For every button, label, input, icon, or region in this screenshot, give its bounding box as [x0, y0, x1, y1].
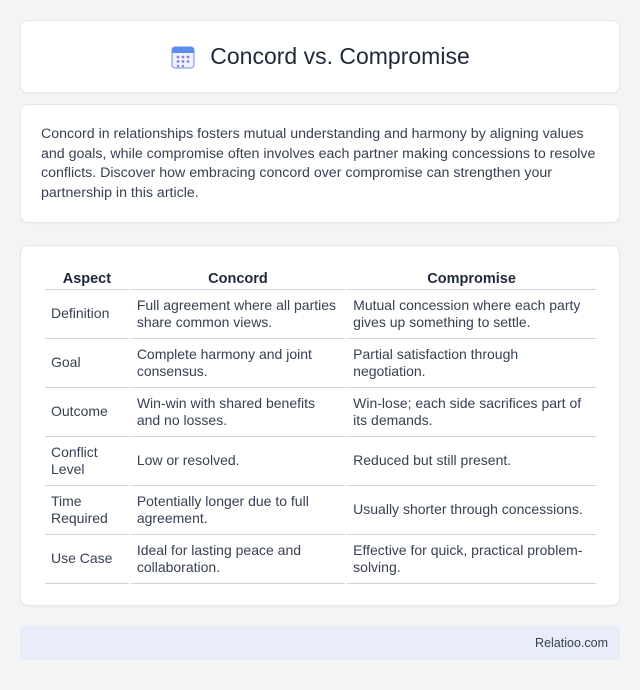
cell-aspect: Goal: [45, 339, 129, 388]
cell-aspect: Time Required: [45, 486, 129, 535]
cell-aspect: Outcome: [45, 388, 129, 437]
page-title: Concord vs. Compromise: [210, 43, 470, 69]
cell-aspect: Conflict Level: [45, 437, 129, 486]
cell-concord: Full agreement where all parties share common views.: [131, 290, 345, 339]
cell-compromise: Effective for quick, practical problem-solving.: [347, 535, 596, 584]
cell-aspect: Definition: [45, 290, 129, 339]
cell-compromise: Partial satisfaction through negotiation.: [347, 339, 596, 388]
cell-compromise: Usually shorter through concessions.: [347, 486, 596, 535]
cell-concord: Ideal for lasting peace and collaboration.: [131, 535, 345, 584]
header-compromise: Compromise: [347, 266, 596, 290]
cell-concord: Complete harmony and joint consensus.: [131, 339, 345, 388]
table-header-row: [45, 266, 596, 290]
table-row: [45, 535, 596, 584]
cell-compromise: Reduced but still present.: [347, 437, 596, 486]
intro-text: Concord in relationships fosters mutual understanding and harmony by aligning values and goals, while compromise often involves each partner making concessions to resolve conflicts. Discover how embracing concord over compromise can strengthen your partnership in this article.: [41, 126, 596, 201]
cell-concord: Potentially longer due to full agreement.: [131, 486, 345, 535]
header-aspect: Aspect: [45, 266, 129, 290]
footer: [20, 626, 620, 660]
calendar-icon: [170, 44, 196, 70]
table-row: [45, 437, 596, 486]
table-row: [45, 339, 596, 388]
footer-brand[interactable]: Relatioo.com: [535, 636, 608, 650]
header-concord: Concord: [131, 266, 345, 290]
title-card: [20, 20, 620, 93]
cell-compromise: Win-lose; each side sacrifices part of its demands.: [347, 388, 596, 437]
table-row: [45, 486, 596, 535]
comparison-table: [43, 266, 598, 584]
comparison-card: [20, 245, 620, 606]
table-row: [45, 388, 596, 437]
intro-card: [20, 104, 620, 223]
table-row: [45, 290, 596, 339]
cell-concord: Low or resolved.: [131, 437, 345, 486]
cell-compromise: Mutual concession where each party gives up something to settle.: [347, 290, 596, 339]
cell-aspect: Use Case: [45, 535, 129, 584]
cell-concord: Win-win with shared benefits and no losses.: [131, 388, 345, 437]
